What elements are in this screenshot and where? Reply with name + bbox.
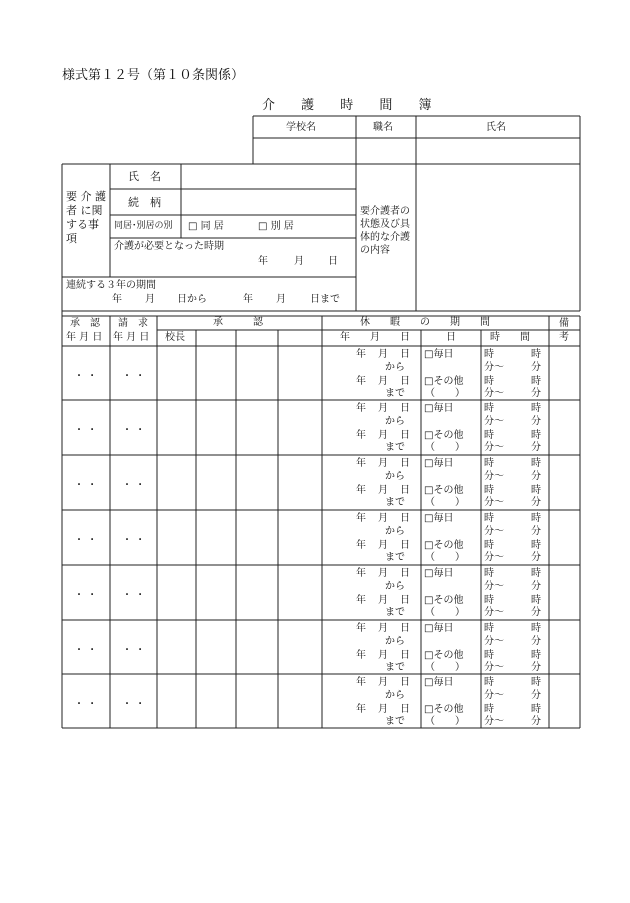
row-1-from-text: から [385, 362, 405, 373]
living-option-separate[interactable]: □ 別 居 [258, 221, 294, 232]
period-from-month: 月 [145, 294, 155, 305]
row-2-other-paren: （ ） [425, 442, 465, 453]
row-2-from-day: 日 [400, 403, 410, 414]
row-4-other-checkbox[interactable]: □その他 [424, 540, 464, 551]
row-4-to-day: 日 [400, 540, 410, 551]
period-label: 連続する３年の期間 [66, 280, 156, 291]
row-1-date-dots-request: ・ ・ [122, 371, 146, 382]
row-6-from-day: 日 [400, 623, 410, 634]
row-7-date-dots-request: ・ ・ [122, 699, 146, 710]
row-4-until-text: まで [385, 552, 405, 563]
row-3-minute-from-1: 分～ [484, 471, 504, 482]
row-6-minute-from-1: 分～ [484, 636, 504, 647]
row-2-date-dots-request: ・ ・ [122, 425, 146, 436]
row-2-from-month: 月 [378, 403, 388, 414]
row-2-minute-2: 分 [531, 442, 541, 453]
row-4-to-year: 年 [356, 540, 366, 551]
row-5-daily-checkbox[interactable]: □毎日 [424, 568, 454, 579]
row-7-hour-1: 時 [484, 677, 494, 688]
row-3-from-year: 年 [356, 458, 366, 469]
row-4-minute-1: 分 [531, 526, 541, 537]
page-title: 介 護 時 間 簿 [262, 98, 443, 113]
row-2-minute-from-2: 分～ [484, 442, 504, 453]
row-1-from-month: 月 [378, 349, 388, 360]
row-2-minute-1: 分 [531, 416, 541, 427]
principal-header: 校長 [165, 332, 185, 343]
row-7-minute-from-2: 分～ [484, 716, 504, 727]
row-4-other-paren: （ ） [425, 552, 465, 563]
row-1-daily-checkbox[interactable]: □毎日 [424, 349, 454, 360]
row-4-minute-from-2: 分～ [484, 552, 504, 563]
row-3-to-day: 日 [400, 485, 410, 496]
row-3-minute-2: 分 [531, 497, 541, 508]
row-2-hour-2: 時 [484, 430, 494, 441]
row-7-to-month: 月 [378, 704, 388, 715]
row-3-minute-1: 分 [531, 471, 541, 482]
row-2-hour-1b: 時 [531, 403, 541, 414]
row-5-hour-2: 時 [484, 595, 494, 606]
row-5-to-year: 年 [356, 595, 366, 606]
row-3-date-dots-approval: ・ ・ [74, 480, 98, 491]
care-start-month: 月 [294, 256, 304, 267]
period-from-day: 日から [177, 294, 207, 305]
row-3-other-checkbox[interactable]: □その他 [424, 485, 464, 496]
row-2-daily-checkbox[interactable]: □毎日 [424, 403, 454, 414]
row-3-from-text: から [385, 471, 405, 482]
remarks-sub: 考 [559, 332, 569, 343]
row-2-other-checkbox[interactable]: □その他 [424, 430, 464, 441]
row-4-hour-1: 時 [484, 513, 494, 524]
row-7-hour-1b: 時 [531, 677, 541, 688]
row-5-to-day: 日 [400, 595, 410, 606]
row-4-from-year: 年 [356, 513, 366, 524]
relation-label: 続 柄 [128, 196, 161, 209]
row-2-date-dots-approval: ・ ・ [74, 425, 98, 436]
row-7-until-text: まで [385, 716, 405, 727]
row-1-other-paren: （ ） [425, 388, 465, 399]
row-6-from-month: 月 [378, 623, 388, 634]
care-start-year: 年 [258, 256, 268, 267]
row-3-daily-checkbox[interactable]: □毎日 [424, 458, 454, 469]
row-1-hour-2: 時 [484, 376, 494, 387]
row-5-minute-from-1: 分～ [484, 581, 504, 592]
row-1-other-checkbox[interactable]: □その他 [424, 376, 464, 387]
row-4-daily-checkbox[interactable]: □毎日 [424, 513, 454, 524]
row-6-hour-2b: 時 [531, 650, 541, 661]
row-1-minute-from-1: 分～ [484, 362, 504, 373]
request-date-sub: 年 月 日 [113, 332, 150, 343]
care-side-label: 要 介 護 者 に関する事項 [66, 190, 106, 245]
row-3-hour-1b: 時 [531, 458, 541, 469]
row-4-minute-from-1: 分～ [484, 526, 504, 537]
row-4-hour-1b: 時 [531, 513, 541, 524]
row-5-other-paren: （ ） [425, 607, 465, 618]
row-2-to-month: 月 [378, 430, 388, 441]
time-header: 時 間 [490, 332, 530, 343]
care-start-day: 日 [328, 256, 338, 267]
row-1-minute-2: 分 [531, 388, 541, 399]
row-6-to-month: 月 [378, 650, 388, 661]
request-date-header: 請 求 [118, 318, 148, 329]
leave-period-header: 休 暇 の 期 間 [360, 317, 490, 328]
row-3-hour-1: 時 [484, 458, 494, 469]
row-5-date-dots-request: ・ ・ [122, 590, 146, 601]
row-3-from-day: 日 [400, 458, 410, 469]
name-label: 氏名 [486, 122, 506, 133]
row-3-date-dots-request: ・ ・ [122, 480, 146, 491]
row-6-daily-checkbox[interactable]: □毎日 [424, 623, 454, 634]
row-5-until-text: まで [385, 607, 405, 618]
row-2-from-text: から [385, 416, 405, 427]
row-4-date-dots-approval: ・ ・ [74, 535, 98, 546]
approval-date-header: 承 認 [70, 318, 100, 329]
row-5-from-year: 年 [356, 568, 366, 579]
row-1-minute-1: 分 [531, 362, 541, 373]
living-option-same[interactable]: □ 同 居 [188, 221, 224, 232]
row-1-to-day: 日 [400, 376, 410, 387]
row-5-from-month: 月 [378, 568, 388, 579]
period-to-year: 年 [243, 294, 253, 305]
row-3-from-month: 月 [378, 458, 388, 469]
row-7-minute-from-1: 分～ [484, 690, 504, 701]
condition-label: 要介護者の状態及び具体的な介護の内容 [360, 206, 410, 256]
row-5-other-checkbox[interactable]: □その他 [424, 595, 464, 606]
row-7-hour-2b: 時 [531, 704, 541, 715]
row-6-from-text: から [385, 636, 405, 647]
row-4-hour-2: 時 [484, 540, 494, 551]
row-7-daily-checkbox[interactable]: □毎日 [424, 677, 454, 688]
row-6-minute-1: 分 [531, 636, 541, 647]
remarks-header: 備 [559, 318, 569, 329]
form-number: 様式第１２号（第１０条関係） [62, 68, 245, 83]
row-5-hour-1b: 時 [531, 568, 541, 579]
row-7-date-dots-approval: ・ ・ [74, 699, 98, 710]
day-header: 日 [446, 332, 456, 343]
row-3-minute-from-2: 分～ [484, 497, 504, 508]
row-2-until-text: まで [385, 442, 405, 453]
row-5-to-month: 月 [378, 595, 388, 606]
row-3-to-month: 月 [378, 485, 388, 496]
row-3-other-paren: （ ） [425, 497, 465, 508]
row-7-from-month: 月 [378, 677, 388, 688]
position-label: 職名 [373, 122, 393, 133]
row-2-hour-2b: 時 [531, 430, 541, 441]
row-6-to-year: 年 [356, 650, 366, 661]
row-4-hour-2b: 時 [531, 540, 541, 551]
row-6-to-day: 日 [400, 650, 410, 661]
row-5-date-dots-approval: ・ ・ [74, 590, 98, 601]
row-7-from-text: から [385, 690, 405, 701]
row-7-minute-1: 分 [531, 690, 541, 701]
row-5-hour-2b: 時 [531, 595, 541, 606]
row-5-minute-from-2: 分～ [484, 607, 504, 618]
row-6-until-text: まで [385, 662, 405, 673]
row-7-minute-2: 分 [531, 716, 541, 727]
row-5-minute-1: 分 [531, 581, 541, 592]
school-name-label: 学校名 [286, 122, 316, 133]
row-4-from-month: 月 [378, 513, 388, 524]
row-1-hour-1b: 時 [531, 349, 541, 360]
row-7-other-checkbox[interactable]: □その他 [424, 704, 464, 715]
row-2-to-year: 年 [356, 430, 366, 441]
row-1-hour-1: 時 [484, 349, 494, 360]
row-1-to-year: 年 [356, 376, 366, 387]
approval-date-sub: 年 月 日 [66, 332, 103, 343]
row-6-other-paren: （ ） [425, 662, 465, 673]
row-4-to-month: 月 [378, 540, 388, 551]
row-1-to-month: 月 [378, 376, 388, 387]
row-1-from-day: 日 [400, 349, 410, 360]
row-1-hour-2b: 時 [531, 376, 541, 387]
row-7-from-year: 年 [356, 677, 366, 688]
row-6-minute-from-2: 分～ [484, 662, 504, 673]
row-6-hour-1: 時 [484, 623, 494, 634]
row-4-from-text: から [385, 526, 405, 537]
row-4-minute-2: 分 [531, 552, 541, 563]
row-5-from-text: から [385, 581, 405, 592]
row-6-hour-2: 時 [484, 650, 494, 661]
row-5-hour-1: 時 [484, 568, 494, 579]
row-6-hour-1b: 時 [531, 623, 541, 634]
row-7-to-year: 年 [356, 704, 366, 715]
row-1-minute-from-2: 分～ [484, 388, 504, 399]
row-2-hour-1: 時 [484, 403, 494, 414]
row-2-minute-from-1: 分～ [484, 416, 504, 427]
approval-header: 承 認 [213, 317, 263, 328]
row-6-minute-2: 分 [531, 662, 541, 673]
row-6-date-dots-request: ・ ・ [122, 645, 146, 656]
row-6-from-year: 年 [356, 623, 366, 634]
period-to-day: 日まで [310, 294, 340, 305]
care-start-label: 介護が必要となった時期 [114, 241, 224, 252]
row-6-date-dots-approval: ・ ・ [74, 645, 98, 656]
row-6-other-checkbox[interactable]: □その他 [424, 650, 464, 661]
row-7-other-paren: （ ） [425, 716, 465, 727]
ymd-header: 年 月 日 [340, 332, 410, 343]
care-name-label: 氏 名 [128, 170, 161, 183]
row-5-minute-2: 分 [531, 607, 541, 618]
row-1-until-text: まで [385, 388, 405, 399]
row-2-from-year: 年 [356, 403, 366, 414]
row-7-hour-2: 時 [484, 704, 494, 715]
row-1-from-year: 年 [356, 349, 366, 360]
row-7-from-day: 日 [400, 677, 410, 688]
period-from-year: 年 [112, 294, 122, 305]
row-2-to-day: 日 [400, 430, 410, 441]
row-4-from-day: 日 [400, 513, 410, 524]
row-3-hour-2: 時 [484, 485, 494, 496]
row-1-date-dots-approval: ・ ・ [74, 371, 98, 382]
period-to-month: 月 [276, 294, 286, 305]
living-label: 同居･別居の別 [114, 221, 173, 231]
row-4-date-dots-request: ・ ・ [122, 535, 146, 546]
row-7-to-day: 日 [400, 704, 410, 715]
row-3-until-text: まで [385, 497, 405, 508]
row-3-to-year: 年 [356, 485, 366, 496]
row-3-hour-2b: 時 [531, 485, 541, 496]
row-5-from-day: 日 [400, 568, 410, 579]
